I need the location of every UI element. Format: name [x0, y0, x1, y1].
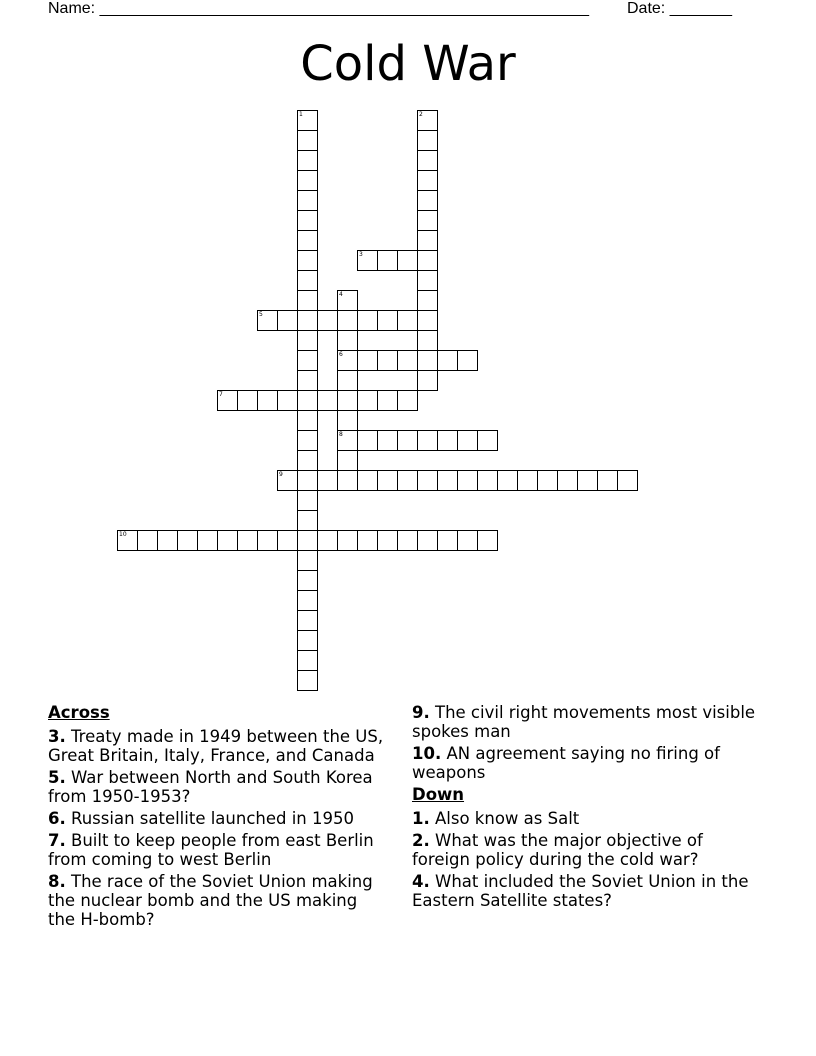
- grid-cell[interactable]: [597, 470, 618, 491]
- grid-cell[interactable]: [417, 170, 438, 191]
- grid-cell[interactable]: [377, 470, 398, 491]
- grid-cell[interactable]: [257, 530, 278, 551]
- grid-cell[interactable]: [297, 350, 318, 371]
- grid-cell[interactable]: [337, 430, 358, 451]
- grid-cell[interactable]: [417, 130, 438, 151]
- grid-cell[interactable]: [217, 390, 238, 411]
- grid-cell[interactable]: [417, 150, 438, 171]
- clue-number: 2: [419, 111, 423, 118]
- clue-across-8: 8. The race of the Soviet Union making the nuclear bomb and the US making the H-bomb?: [48, 872, 373, 929]
- grid-cell[interactable]: [437, 530, 458, 551]
- grid-cell[interactable]: [297, 250, 318, 271]
- clue-number: 7: [219, 391, 223, 398]
- grid-cell[interactable]: [297, 510, 318, 531]
- grid-cell[interactable]: [417, 190, 438, 211]
- clue-number: 4: [339, 291, 343, 298]
- grid-cell[interactable]: [297, 390, 318, 411]
- grid-cell[interactable]: [437, 430, 458, 451]
- grid-cell[interactable]: [297, 110, 318, 131]
- grid-cell[interactable]: [397, 310, 418, 331]
- grid-cell[interactable]: [137, 530, 158, 551]
- clue-number: 8: [339, 431, 343, 438]
- grid-cell[interactable]: [437, 350, 458, 371]
- grid-cell[interactable]: [277, 310, 298, 331]
- clue-across-7: 7. Built to keep people from east Berlin from coming to west Berlin: [48, 831, 374, 869]
- grid-cell[interactable]: [457, 350, 478, 371]
- grid-cell[interactable]: [517, 470, 538, 491]
- grid-cell[interactable]: [577, 470, 598, 491]
- clue-down-1: 1. Also know as Salt: [412, 809, 580, 828]
- clue-across-6: 6. Russian satellite launched in 1950: [48, 809, 355, 828]
- grid-cell[interactable]: [537, 470, 558, 491]
- clue-down-2: 2. What was the major objective of foreign policy during the cold war?: [412, 831, 703, 869]
- grid-cell[interactable]: [297, 590, 318, 611]
- grid-cell[interactable]: [417, 210, 438, 231]
- grid-cell[interactable]: [297, 550, 318, 571]
- grid-cell[interactable]: [297, 230, 318, 251]
- grid-cell[interactable]: [397, 250, 418, 271]
- grid-cell[interactable]: [397, 430, 418, 451]
- grid-cell[interactable]: [297, 290, 318, 311]
- across-heading: Across: [48, 703, 110, 722]
- grid-cell[interactable]: [417, 250, 438, 271]
- grid-cell[interactable]: [357, 250, 378, 271]
- grid-cell[interactable]: [617, 470, 638, 491]
- down-heading: Down: [412, 785, 465, 804]
- clue-across-10: 10. AN agreement saying no firing of weapons: [412, 744, 720, 782]
- clue-number: 3: [359, 251, 363, 258]
- grid-cell[interactable]: [297, 490, 318, 511]
- grid-cell[interactable]: [277, 530, 298, 551]
- clue-down-4: 4. What included the Soviet Union in the Eastern Satellite states?: [412, 872, 749, 910]
- grid-cell[interactable]: [457, 430, 478, 451]
- grid-cell[interactable]: [357, 430, 378, 451]
- grid-cell[interactable]: [337, 410, 358, 431]
- grid-cell[interactable]: [297, 610, 318, 631]
- grid-cell[interactable]: [397, 530, 418, 551]
- grid-cell[interactable]: [417, 310, 438, 331]
- grid-cell[interactable]: [157, 530, 178, 551]
- grid-cell[interactable]: [477, 470, 498, 491]
- grid-cell[interactable]: [377, 350, 398, 371]
- clue-number: 9: [279, 471, 283, 478]
- grid-cell[interactable]: [237, 530, 258, 551]
- grid-cell[interactable]: [417, 350, 438, 371]
- grid-cell[interactable]: [397, 470, 418, 491]
- page-title: Cold War: [300, 36, 516, 92]
- grid-cell[interactable]: [357, 470, 378, 491]
- grid-cell[interactable]: [337, 290, 358, 311]
- clue-number: 10: [119, 531, 127, 538]
- grid-cell[interactable]: [477, 430, 498, 451]
- grid-cell[interactable]: [297, 630, 318, 651]
- grid-cell[interactable]: [417, 290, 438, 311]
- grid-cell[interactable]: [417, 110, 438, 131]
- grid-cell[interactable]: [337, 330, 358, 351]
- grid-cell[interactable]: [497, 470, 518, 491]
- grid-cell[interactable]: [417, 230, 438, 251]
- grid-cell[interactable]: [297, 210, 318, 231]
- clue-column-right: [412, 703, 757, 913]
- grid-cell[interactable]: [317, 390, 338, 411]
- grid-cell[interactable]: [337, 370, 358, 391]
- grid-cell[interactable]: [117, 530, 138, 551]
- grid-cell[interactable]: [337, 470, 358, 491]
- clue-number: 1: [299, 111, 303, 118]
- grid-cell[interactable]: [417, 530, 438, 551]
- grid-cell[interactable]: [437, 470, 458, 491]
- grid-cell[interactable]: [297, 410, 318, 431]
- grid-cell[interactable]: [297, 370, 318, 391]
- grid-cell[interactable]: [337, 310, 358, 331]
- grid-cell[interactable]: [417, 270, 438, 291]
- grid-cell[interactable]: [377, 430, 398, 451]
- grid-cell[interactable]: [297, 470, 318, 491]
- grid-cell[interactable]: [297, 330, 318, 351]
- grid-cell[interactable]: [297, 190, 318, 211]
- grid-cell[interactable]: [557, 470, 578, 491]
- grid-cell[interactable]: [377, 530, 398, 551]
- grid-cell[interactable]: [257, 310, 278, 331]
- grid-cell[interactable]: [297, 570, 318, 591]
- grid-cell[interactable]: [357, 350, 378, 371]
- grid-cell[interactable]: [337, 450, 358, 471]
- grid-cell[interactable]: [417, 370, 438, 391]
- clue-across-9: 9. The civil right movements most visible spokes man: [412, 703, 756, 741]
- grid-cell[interactable]: [317, 470, 338, 491]
- grid-cell[interactable]: [397, 390, 418, 411]
- grid-cell[interactable]: [457, 470, 478, 491]
- grid-cell[interactable]: [297, 530, 318, 551]
- grid-cell[interactable]: [477, 530, 498, 551]
- clue-number: 5: [259, 311, 263, 318]
- grid-cell[interactable]: [317, 530, 338, 551]
- grid-cell[interactable]: [377, 390, 398, 411]
- grid-cell[interactable]: [277, 390, 298, 411]
- grid-cell[interactable]: [297, 670, 318, 691]
- grid-cell[interactable]: [337, 390, 358, 411]
- grid-cell[interactable]: [297, 170, 318, 191]
- grid-cell[interactable]: [317, 310, 338, 331]
- grid-cell[interactable]: [417, 330, 438, 351]
- name-line: Name: _______________________________________________________: [48, 0, 589, 17]
- date-line: Date: _______: [627, 0, 732, 17]
- grid-cell[interactable]: [457, 530, 478, 551]
- grid-cell[interactable]: [277, 470, 298, 491]
- grid-cell[interactable]: [337, 350, 358, 371]
- grid-cell[interactable]: [357, 390, 378, 411]
- grid-cell[interactable]: [297, 430, 318, 451]
- grid-cell[interactable]: [297, 450, 318, 471]
- grid-cell[interactable]: [297, 270, 318, 291]
- grid-cell[interactable]: [377, 310, 398, 331]
- grid-cell[interactable]: [417, 470, 438, 491]
- grid-cell[interactable]: [217, 530, 238, 551]
- grid-cell[interactable]: [377, 250, 398, 271]
- grid-cell[interactable]: [237, 390, 258, 411]
- clue-across-3: 3. Treaty made in 1949 between the US, Great Britain, Italy, France, and Canada: [48, 727, 384, 765]
- grid-cell[interactable]: [357, 530, 378, 551]
- clue-across-5: 5. War between North and South Korea from 1950-1953?: [48, 768, 373, 806]
- grid-cell[interactable]: [297, 130, 318, 151]
- grid-cell[interactable]: [357, 310, 378, 331]
- grid-cell[interactable]: [177, 530, 198, 551]
- clue-number: 6: [339, 351, 343, 358]
- grid-cell[interactable]: [297, 650, 318, 671]
- grid-cell[interactable]: [197, 530, 218, 551]
- clue-column-left: [48, 703, 388, 932]
- grid-cell[interactable]: [417, 430, 438, 451]
- grid-cell[interactable]: [337, 530, 358, 551]
- grid-cell[interactable]: [257, 390, 278, 411]
- grid-cell[interactable]: [297, 310, 318, 331]
- grid-cell[interactable]: [397, 350, 418, 371]
- grid-cell[interactable]: [297, 150, 318, 171]
